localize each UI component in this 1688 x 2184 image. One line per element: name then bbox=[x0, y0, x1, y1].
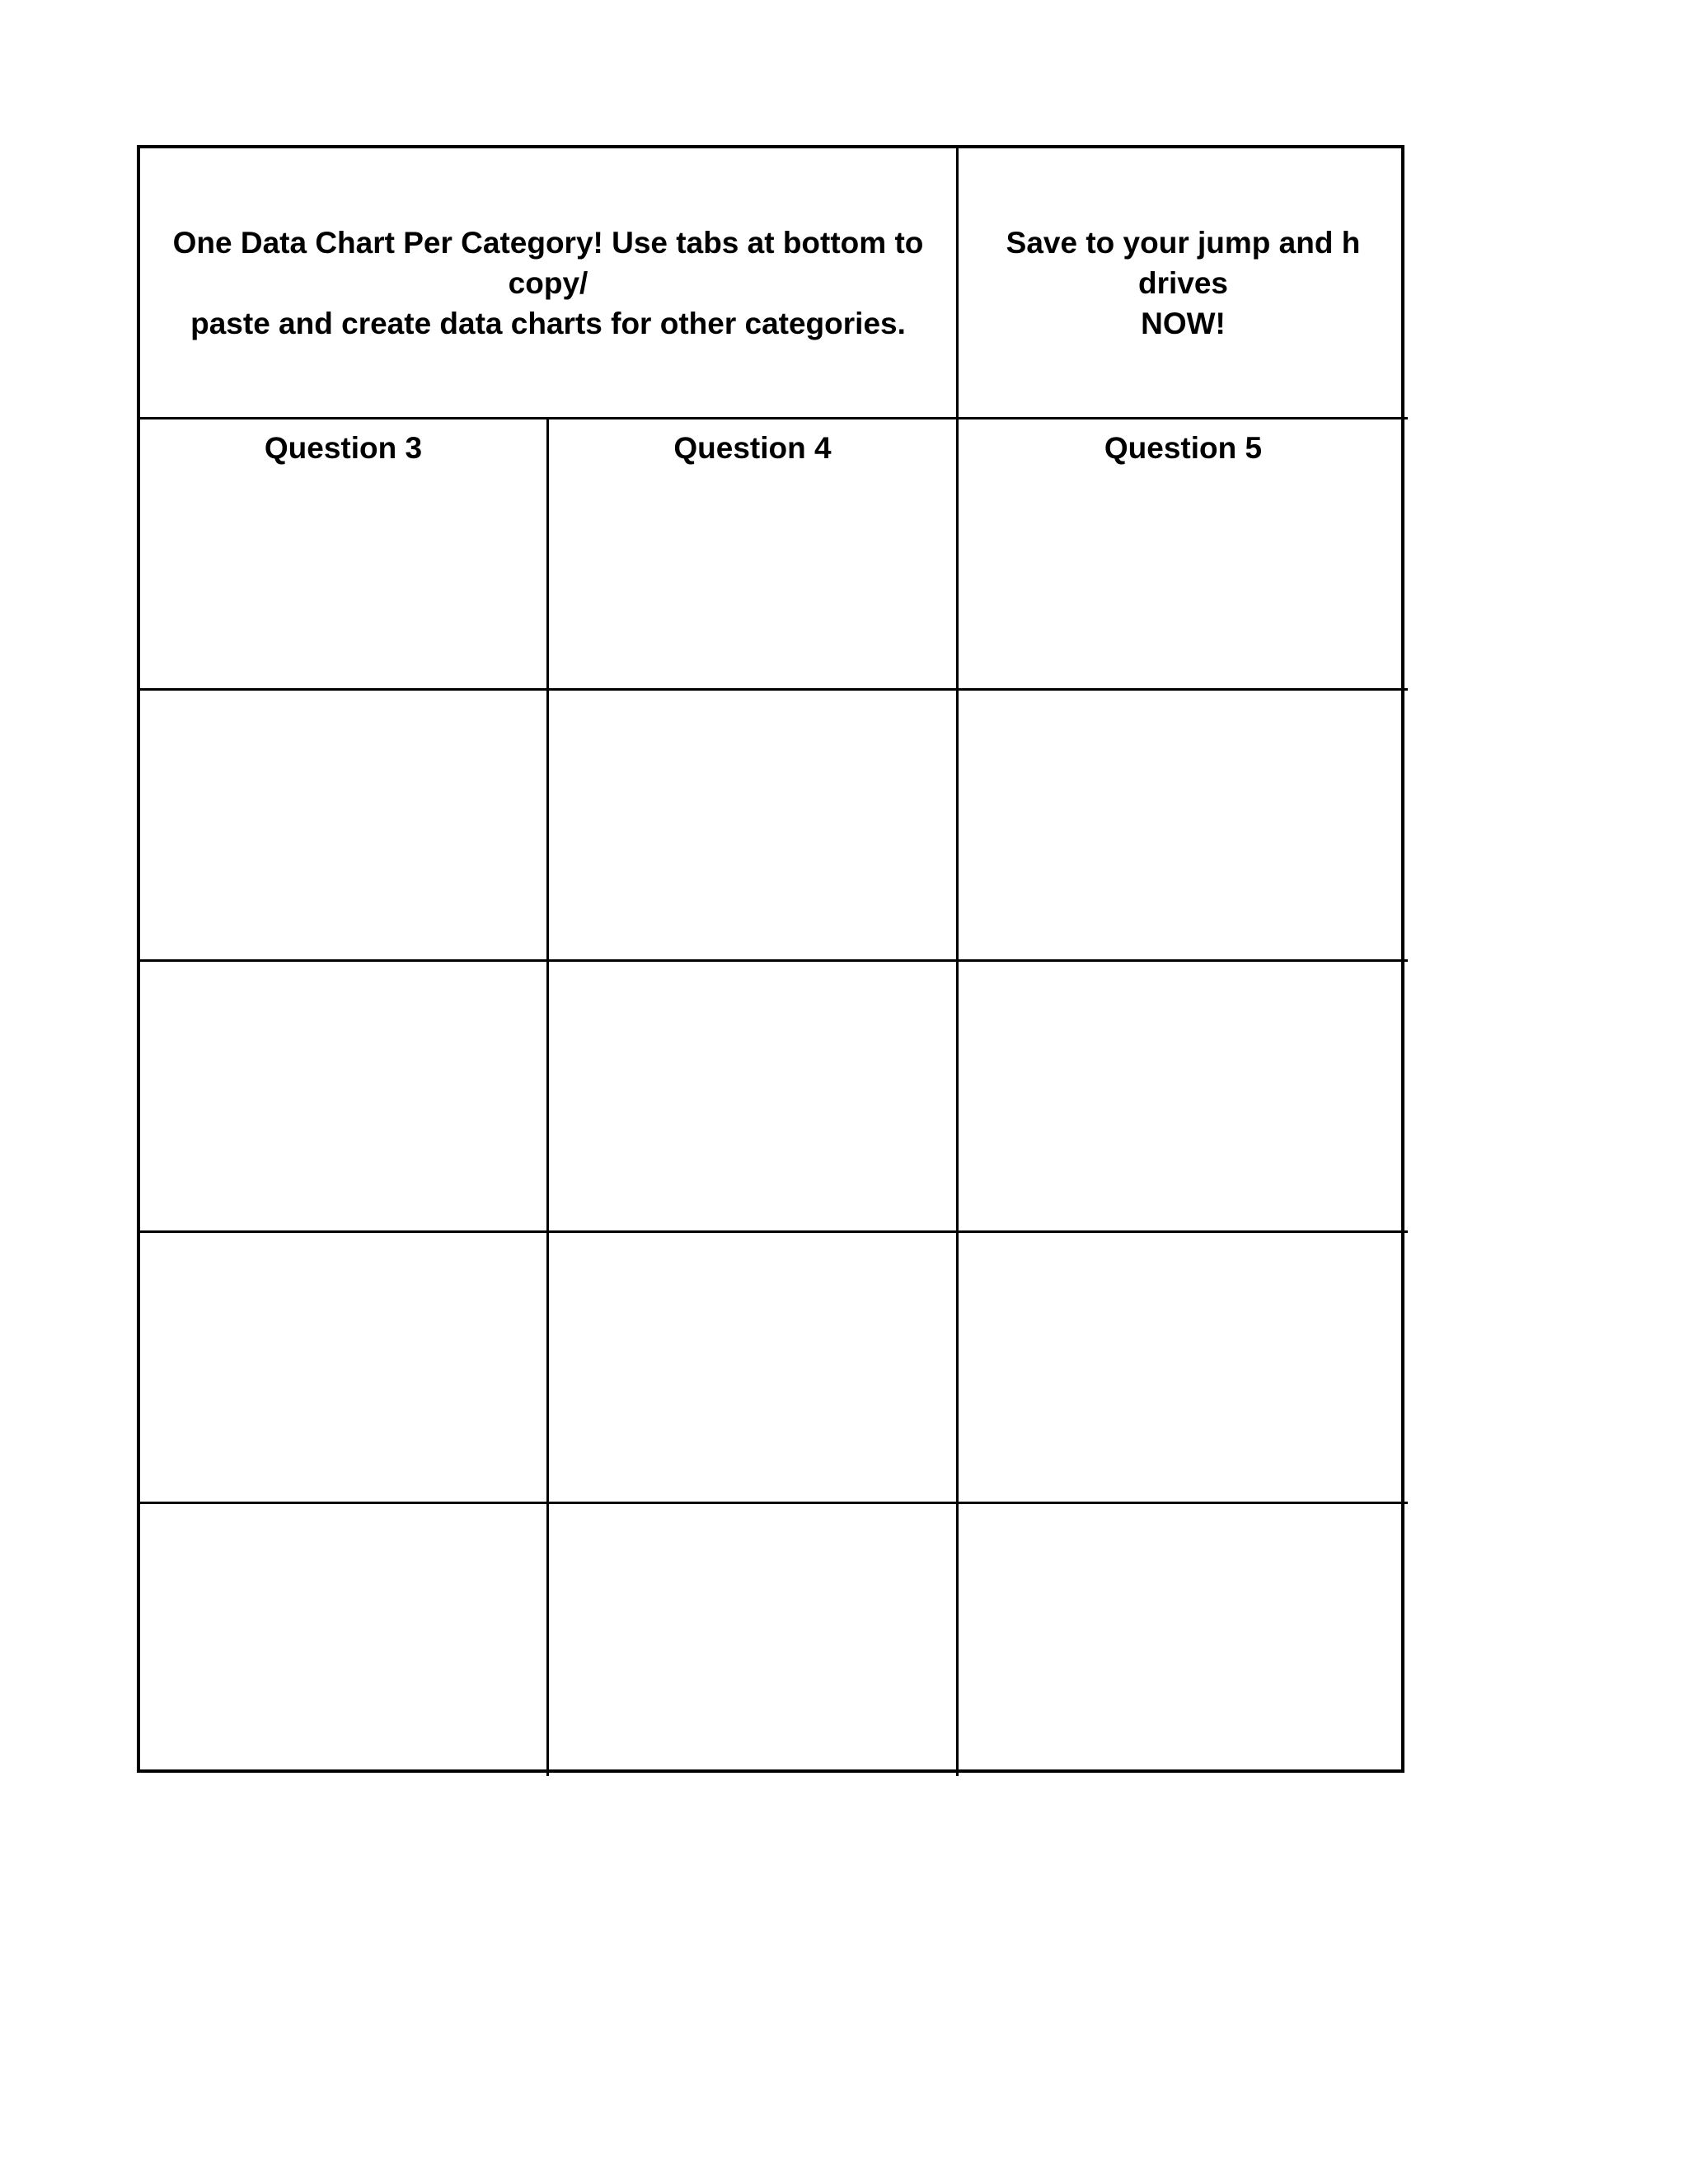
question-5-cell[interactable] bbox=[959, 419, 1408, 691]
instruction-text: One Data Chart Per Category! Use tabs at bottom to copy/ paste and create data charts for other categories. bbox=[172, 225, 924, 340]
data-chart-table bbox=[137, 145, 1404, 1773]
answer-cell-r4-c3[interactable] bbox=[959, 1504, 1408, 1776]
answer-cell-r2-c1[interactable] bbox=[140, 962, 549, 1233]
question-3-label: Question 3 bbox=[264, 431, 423, 465]
answer-cell-r4-c1[interactable] bbox=[140, 1504, 549, 1776]
answer-cell-r4-c2[interactable] bbox=[549, 1504, 959, 1776]
question-5-label: Question 5 bbox=[1104, 431, 1263, 465]
save-notice-text: Save to your jump and h drives NOW! bbox=[1006, 225, 1361, 340]
save-notice-cell[interactable] bbox=[959, 148, 1408, 419]
question-3-cell[interactable] bbox=[140, 419, 549, 691]
answer-cell-r3-c3[interactable] bbox=[959, 1233, 1408, 1504]
answer-cell-r2-c3[interactable] bbox=[959, 962, 1408, 1233]
answer-cell-r1-c2[interactable] bbox=[549, 691, 959, 962]
answer-cell-r1-c3[interactable] bbox=[959, 691, 1408, 962]
question-4-label: Question 4 bbox=[673, 431, 832, 465]
answer-cell-r2-c2[interactable] bbox=[549, 962, 959, 1233]
answer-cell-r3-c2[interactable] bbox=[549, 1233, 959, 1504]
instruction-cell[interactable] bbox=[140, 148, 959, 419]
answer-cell-r3-c1[interactable] bbox=[140, 1233, 549, 1504]
answer-cell-r1-c1[interactable] bbox=[140, 691, 549, 962]
question-4-cell[interactable] bbox=[549, 419, 959, 691]
